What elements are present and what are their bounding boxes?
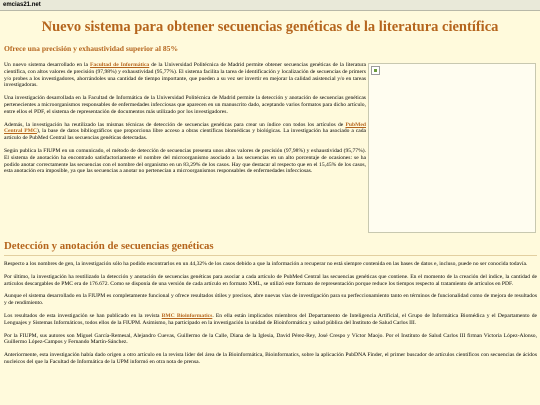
article-image-placeholder: [368, 63, 536, 233]
body-paragraph-2: [4, 274, 537, 288]
text-run: Una investigación desarrollada en la Facultad de Informática de la Universidad Politécnica de Madrid permite la detección y anotación de secuencias genéticas pertenecientes a microorganismos responsables de enfermedades infecciosas que aparecen en un manuscrito dado, aceptando varios formatos para dicho artículo, entre ellos el PDF, el sistema de representación de documentos más utilizado por los investigadores.: [4, 95, 366, 115]
intro-column: [4, 62, 366, 181]
body-paragraph-1: [4, 261, 537, 268]
intro-paragraph-2: [4, 95, 366, 115]
section-heading: Detección y anotación de secuencias genéticas: [4, 240, 214, 252]
pubmed-central-link[interactable]: PubMed Central PMC: [4, 121, 366, 135]
text-run: Por la FIUPM, sus autores son Miguel García-Remesal, Alejandro Cuevas, Guillermo de la Calle, Diana de la Iglesia, David Pérez-Rey, José Crespo y Víctor Maojo. Por el Instituto de Salud Carlos III firman Victoria López-Alonso, Guillermo López-Campos y Fernando Martín-Sánchez.: [4, 332, 537, 346]
body-column: [4, 261, 537, 372]
text-run: Según publica la FIUPM en un comunicado, el método de detección de secuencias presenta unos altos valores de precisión (97,98%) y exhaustividad (95,77%). El sistema de anotación ha encontrado satisfactoriamente el nombre del microorganismo asociado a las secuencias en un alto porcentaje de ocasiones: se ha podido anotar correctamente las secuencias con el nombre del organismo en un 83,29% de los casos. Hay que destacar al respecto que en el 15,45% de los casos, esta anotación era imposible, ya que las secuencias a anotar no pertenecían a microorganismos responsables de enfermedades infecciosas.: [4, 147, 366, 175]
intro-paragraph-4: [4, 148, 366, 175]
facultad-informatica-link[interactable]: Facultad de Informática: [90, 62, 150, 68]
top-bar: [0, 0, 540, 11]
site-name[interactable]: emcias21.net: [3, 2, 41, 8]
section-divider: [4, 255, 537, 256]
text-run: Un nuevo sistema desarrollado en la: [4, 62, 90, 68]
text-run: Los resultados de esta investigación se han publicado en la revista: [4, 312, 162, 319]
body-paragraph-4: [4, 313, 537, 327]
text-run: ), la base de datos bibliográficos que proporciona libre acceso a obras científicas biomédicas y biológicas. La investigación ha asociado a cada artículo de PubMed Central las secuencias genéticas detectadas.: [4, 128, 366, 142]
body-paragraph-5: [4, 333, 537, 347]
intro-paragraph-3: [4, 122, 366, 142]
body-paragraph-6: [4, 352, 537, 366]
text-run: Además, la investigación ha reutilizado las mismas técnicas de detección de secuencias genéticas para crear un índice con todos los artículos de: [4, 121, 346, 128]
intro-paragraph-1: [4, 62, 366, 89]
text-run: Por último, la investigación ha reutilizado la detección y anotación de secuencias genéticas para asociar a cada artículo de PubMed Central las secuencias genéticas que contiene. En el momento de la creación del índice, la cantidad de artículos descargables de PMC era de 176.672. Como se disponía de una versión de cada artículo en formato XML, se utilizó este formato de representación porque reduce los tiempos respecto al tratamiento de artículos en PDF.: [4, 273, 537, 287]
broken-image-icon: [371, 66, 380, 75]
bmc-bioinformatics-link[interactable]: BMC Bioinformatics: [161, 312, 213, 319]
text-run: . En ella están implicados miembros del Departamento de Inteligencia Artificial, el Grupo de Informática Biomédica y el Departamento de Lenguajes y Sistemas Informáticos, todos ellos de la FIUPM. Asimismo, ha participado en la investigación la unidad de Bioinformática y salud pública del Instituto de Salud Carlos III.: [4, 312, 537, 326]
body-paragraph-3: [4, 293, 537, 307]
text-run: Anteriormente, esta investigación había dado origen a otro artículo en la revista líder del área de la Bioinformática, Bioinformatics, sobre la aplicación PubDNA Finder, el primer buscador de artículos científicos con secuencias de ácidos nucleicos del que la Facultad de Informática de la UPM informó en otra nota de prensa.: [4, 352, 537, 365]
article-title: Nuevo sistema para obtener secuencias genéticas de la literatura científica: [41, 19, 499, 35]
text-run: de la Universidad Politécnica de Madrid permite obtener secuencias genéticas de la literatura científica, con altos valores de precisión (97,98%) y exhaustividad (95,77%). El sistema facilita la tarea de identificación y localización de secuencias de primers y/o probes a los investigadores, ahorrándoles una cantidad de tiempo importante, que pueden a su vez ser invertir en mejorar la calidad asistencial y/o en tareas investigadoras.: [4, 62, 367, 89]
text-run: Respecto a los nombres de gen, la investigación sólo ha podido encontrarlos en un 44,32% de los casos debido a que la información a recuperar no está siempre contenida en las bases de datos e, incluso, puede no ser conocida todavía.: [4, 261, 528, 267]
text-run: Aunque el sistema desarrollado en la FIUPM es completamente funcional y ofrece resultados útiles y precisos, abre nuevas vías de investigación para su perfeccionamiento tanto en términos de funcionalidad como de mejora de resultados y de rendimiento.: [4, 293, 537, 307]
article-subtitle: Ofrece una precisión y exhaustividad superior al 85%: [4, 44, 179, 53]
